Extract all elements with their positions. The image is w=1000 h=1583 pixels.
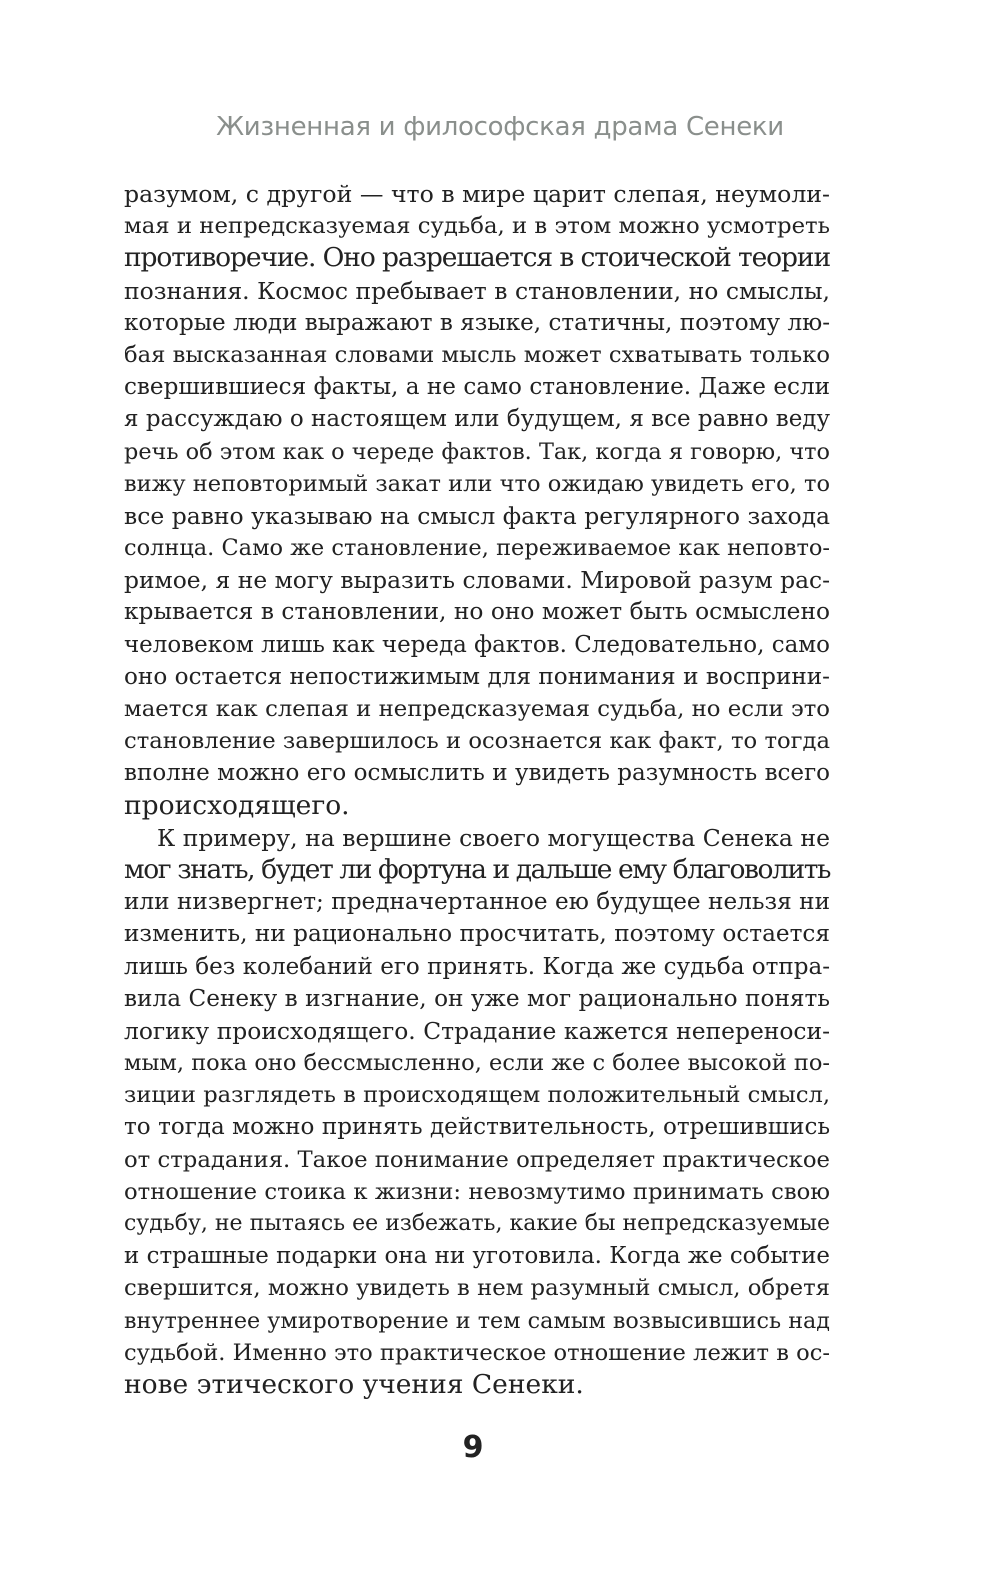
text-line: вила Сенеку в изгнание, он уже мог рационально понять (124, 984, 830, 1012)
text-line: крывается в становлении, но оно может быть осмыслено (124, 598, 830, 626)
text-line: мым, пока оно бессмысленно, если же с более высокой по- (124, 1050, 830, 1077)
text-line: разумом, с другой — что в мире царит слепая, неумоли- (124, 180, 830, 208)
text-line: лишь без колебаний его принять. Когда же судьба отпра- (124, 953, 830, 980)
page-number: 9 (462, 1430, 484, 1465)
text-line: человеком лишь как череда фактов. Следовательно, само (124, 631, 830, 658)
text-line: я рассуждаю о настоящем или будущем, я все равно веду (124, 406, 830, 433)
text-line: римое, я не могу выразить словами. Мировой разум рас- (124, 566, 830, 595)
text-line: бая высказанная словами мысль может схватывать только (124, 341, 830, 368)
text-line: судьбой. Именно это практическое отношение лежит в ос- (124, 1339, 830, 1366)
text-line: мается как слепая и непредсказуемая судьба, но если это (124, 696, 830, 722)
body-text (124, 178, 830, 1401)
text-line: и страшные подарки она ни уготовила. Когда же событие (124, 1243, 830, 1270)
text-line: речь об этом как о череде фактов. Так, когда я говорю, что (124, 438, 830, 465)
text-line: оно остается непостижимым для понимания и восприни- (124, 663, 830, 690)
text-line: все равно указываю на смысл факта регулярного захода (124, 501, 830, 530)
text-line: солнца. Само же становление, переживаемое как неповто- (124, 535, 830, 562)
text-line: мог знать, будет ли фортуна и дальше ему благоволить (124, 853, 830, 885)
text-line: изменить, ни рационально просчитать, поэтому остается (124, 921, 830, 948)
text-line: познания. Космос пребывает в становлении, но смыслы, (124, 276, 830, 305)
text-line: то тогда можно принять действительность, отрешившись (124, 1114, 830, 1141)
text-line: зиции разглядеть в происходящем положительный смысл, (124, 1082, 830, 1109)
text-line: от страдания. Такое понимание определяет практическое (124, 1146, 830, 1173)
text-line: логику происходящего. Страдание кажется непереноси- (124, 1016, 830, 1045)
text-line: происходящего. (124, 789, 350, 821)
text-line: противоречие. Оно разрешается в стоической теории (124, 242, 831, 274)
text-line: или низвергнет; предначертанное ею будущее нельзя ни (124, 889, 830, 916)
text-line: отношение стоика к жизни: невозмутимо принимать свою (124, 1178, 830, 1205)
text-line: становление завершилось и осознается как факт, то тогда (124, 728, 830, 755)
text-line: судьбу, не пытаясь ее избежать, какие бы непредсказуемые (124, 1211, 830, 1236)
text-line: мая и непредсказуемая судьба, и в этом можно усмотреть (124, 213, 830, 240)
text-line: К примеру, на вершине своего могущества Сенека не (157, 823, 830, 852)
text-line: свершится, можно увидеть в нем разумный смысл, обретя (124, 1275, 830, 1302)
paragraph-1 (124, 178, 830, 822)
paragraph-2 (124, 822, 830, 1401)
text-line: которые люди выражают в языке, статичны, поэтому лю- (124, 309, 830, 336)
text-line: вполне можно его осмыслить и увидеть разумность всего (124, 760, 830, 787)
running-head: Жизненная и философская драма Сенеки (216, 112, 784, 142)
text-line: свершившиеся факты, а не само становление. Даже если (124, 374, 830, 401)
text-line: нове этического учения Сенеки. (124, 1368, 584, 1400)
text-line: внутреннее умиротворение и тем самым возвысившись над (124, 1307, 830, 1334)
text-line: вижу неповторимый закат или что ожидаю увидеть его, то (124, 470, 830, 497)
